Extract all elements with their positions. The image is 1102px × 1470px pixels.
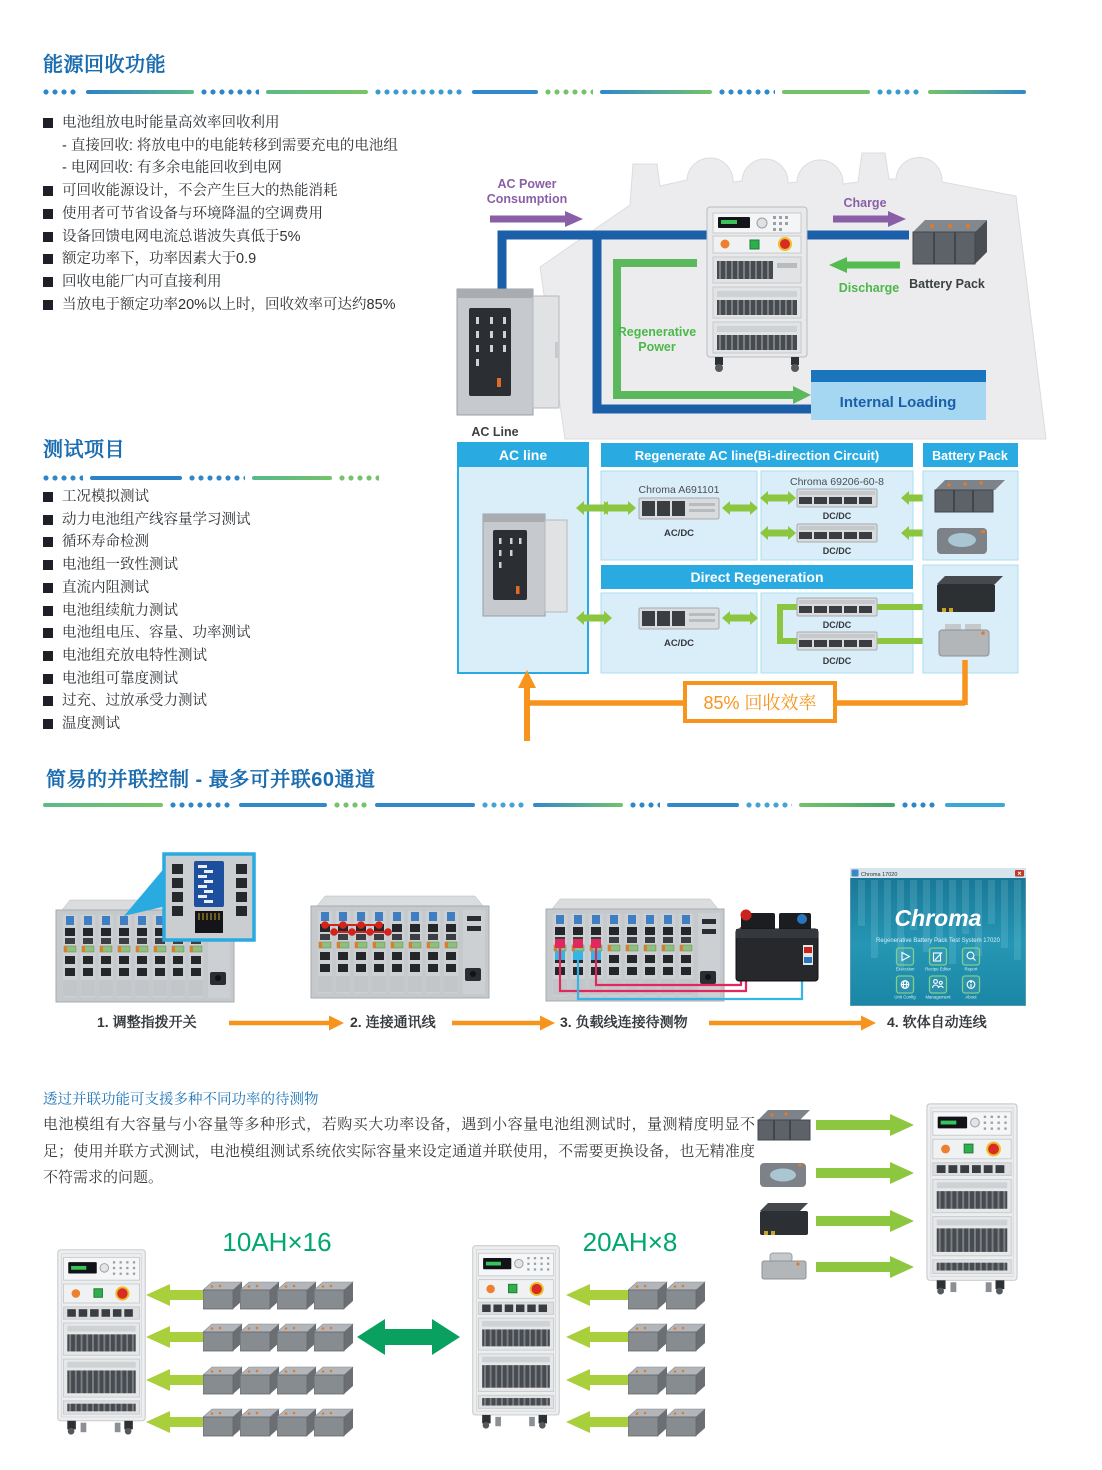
- dip-switch-callout: [164, 854, 254, 940]
- bullet-item: [43, 112, 448, 135]
- dcdc-converter-image: [797, 524, 877, 542]
- internal-loading-box: [811, 370, 986, 420]
- dcdc-converter-image: [797, 598, 877, 616]
- divider-parallel-control: [43, 802, 1065, 808]
- step-arrow: [227, 1014, 345, 1032]
- module-rows-right: [566, 1282, 705, 1436]
- dcdc-label: DC/DC: [822, 546, 852, 556]
- bullet-square-icon: [43, 515, 53, 525]
- bullet-item: [43, 554, 448, 577]
- bullet-item: [43, 600, 448, 623]
- section-title-energy-recovery: 能源回收功能: [43, 54, 166, 76]
- step-label-3: 3. 负载线连接待测物: [560, 1014, 688, 1030]
- bullet-square-icon: [43, 606, 53, 616]
- battery-pack-panel-top: [923, 443, 1018, 560]
- step-arrow: [450, 1014, 556, 1032]
- tile-label: Report: [964, 966, 978, 972]
- bullet-square-icon: [43, 232, 53, 242]
- test-system-rack: [707, 207, 807, 372]
- battery-pack-panel-bottom: [923, 565, 1018, 673]
- ac-power-consumption-label: AC Power: [497, 177, 557, 191]
- direct-regeneration-header: Direct Regeneration: [690, 569, 824, 585]
- battery-type-small-gray: [762, 1253, 806, 1279]
- parallel-support-paragraph: 电池模组有大容量与小容量等多种形式，若购买大功率设备，遇到小容量电池组测试时，量测精度明显不足；使用并联方式测试，电池模组测试系统依实际容量来设定通道并联使用，不需要更换设备，也无精准度不符需求的问题。: [43, 1116, 755, 1186]
- bullet-text: 温度测试: [62, 716, 120, 733]
- bullet-item: [43, 622, 448, 645]
- bullet-square-icon: [43, 537, 53, 547]
- battery-pack-image: [913, 220, 987, 264]
- capacity-label-left: 10AH×16: [222, 1227, 332, 1257]
- bullet-text: 电池组电压、容量、功率测试: [62, 625, 251, 642]
- parallel-support-heading: 透过并联功能可支援多种不同功率的待测物: [43, 1092, 319, 1108]
- bullet-item: [43, 486, 448, 509]
- rack-tower-image: [58, 1250, 145, 1435]
- bullet-square-icon: [43, 254, 53, 264]
- bullet-item: [43, 180, 448, 203]
- bullet-text: 电池组充放电特性测试: [62, 647, 207, 664]
- bullet-item: [43, 645, 448, 668]
- tile-label: About: [965, 994, 977, 1000]
- tile-label: Unit Config: [894, 994, 916, 1000]
- bullet-item: [43, 203, 448, 226]
- battery-pack-label: Battery Pack: [909, 277, 985, 291]
- ac-power-consumption-arrow: [490, 211, 583, 227]
- tile-label: Recipe Editor: [925, 966, 951, 972]
- step4-software-window: [850, 868, 1026, 1006]
- divider-test-items: [43, 475, 396, 481]
- bullet-square-icon: [43, 209, 53, 219]
- close-icon: [1015, 870, 1024, 877]
- bullet-square-icon: [43, 719, 53, 729]
- dcdc-label: DC/DC: [822, 511, 852, 521]
- bullet-text: 工况模拟测试: [62, 489, 149, 505]
- dcdc-converter-image: [797, 632, 877, 650]
- regenerate-header: Regenerate AC line(Bi-direction Circuit): [634, 448, 880, 463]
- bullet-sub-item: - 电网回收: 有多余电能回收到电网: [62, 160, 282, 177]
- bullet-text: 电池组一致性测试: [62, 557, 178, 574]
- software-subtitle: Regenerative Battery Pack Test System 17020: [876, 938, 1000, 944]
- dcdc-model-label: Chroma 69206-60-8: [790, 476, 884, 488]
- test-items-list: [43, 486, 448, 736]
- management-tile: [930, 976, 947, 993]
- window-title: Chroma 17020: [861, 872, 898, 878]
- step-arrow: [707, 1014, 877, 1032]
- capacity-label-right: 20AH×8: [582, 1227, 678, 1257]
- section-title-test-items: 测试项目: [43, 439, 125, 461]
- battery-module-image: [937, 528, 987, 554]
- battery-type-striped: [758, 1110, 810, 1140]
- dcdc-converter-image: [797, 489, 877, 507]
- bullet-item: [43, 713, 448, 736]
- acdc-model-label: Chroma A691101: [638, 484, 720, 496]
- step-label-1: 1. 调整指拨开关: [97, 1014, 197, 1030]
- acdc-label: AC/DC: [663, 528, 695, 539]
- app-icon: [852, 870, 859, 877]
- bullet-square-icon: [43, 277, 53, 287]
- acdc-converter-image: [639, 498, 719, 519]
- direct-regeneration-group: [576, 565, 965, 673]
- step-label-2: 2. 连接通讯线: [350, 1014, 436, 1030]
- bullet-sub-item: - 直接回收: 将放电中的电能转移到需要充电的电池组: [62, 137, 398, 154]
- charge-label: Charge: [843, 196, 887, 210]
- ac-power-consumption-label: Consumption: [486, 192, 568, 206]
- divider-energy-recovery: [43, 89, 1063, 95]
- bullet-item: [43, 248, 448, 271]
- ac-line-label: AC Line: [471, 425, 519, 439]
- energy-recovery-bullet-list: [43, 112, 448, 316]
- bullet-square-icon: [43, 651, 53, 661]
- bullet-square-icon: [43, 583, 53, 593]
- discharge-label: Discharge: [838, 281, 900, 295]
- bullet-text: 动力电池组产线容量学习测试: [62, 511, 251, 528]
- bullet-square-icon: [43, 696, 53, 706]
- ac-line-panel-header: AC line: [498, 447, 548, 463]
- execution-tile: [897, 948, 914, 965]
- bullet-item: [43, 531, 448, 554]
- bullet-text: 回收电能厂内可直接利用: [62, 273, 222, 290]
- bullet-item: [43, 690, 448, 713]
- bullet-item: [43, 577, 448, 600]
- capacity-parallel-diagram: [40, 1215, 720, 1445]
- battery-under-test-image: [736, 910, 818, 982]
- tile-label: Management: [925, 994, 951, 1000]
- rack-tower-image: [927, 1104, 1017, 1295]
- report-tile: [963, 948, 980, 965]
- bullet-square-icon: [43, 118, 53, 128]
- rack-tower-image: [473, 1246, 559, 1429]
- green-right-arrows: [816, 1114, 914, 1278]
- internal-loading-label: Internal Loading: [839, 394, 957, 411]
- negative-terminal: [797, 914, 807, 924]
- bullet-square-icon: [43, 492, 53, 502]
- bullet-text: 使用者可节省设备与环境降温的空调费用: [62, 205, 323, 222]
- bullet-square-icon: [43, 560, 53, 570]
- bullet-item: [43, 271, 448, 294]
- bullet-square-icon: [43, 674, 53, 684]
- bullet-text: 当放电于额定功率20%以上时，回收效率可达约85%: [62, 296, 396, 313]
- dcdc-label: DC/DC: [822, 656, 852, 666]
- bullet-text: 电池组放电时能量高效率回收利用: [62, 115, 280, 131]
- dcdc-label: DC/DC: [822, 620, 852, 630]
- bullet-text: 电池组可靠度测试: [62, 670, 178, 687]
- battery-module-image: [937, 576, 1003, 612]
- ac-line-cabinet: [457, 289, 559, 415]
- regenerative-power-label: Power: [638, 340, 676, 354]
- battery-pack-panel-header: Battery Pack: [932, 449, 1008, 463]
- ac-line-panel: [458, 443, 588, 673]
- module-rows-left: [146, 1282, 353, 1436]
- bullet-square-icon: [43, 186, 53, 196]
- bullet-text: 电池组续航力测试: [62, 602, 178, 619]
- battery-types-diagram: [748, 1095, 1048, 1300]
- bullet-text: 设备回馈电网电流总谐波失真低于5%: [62, 228, 301, 245]
- regenerate-ac-line-group: [576, 443, 937, 560]
- step3-load-wires-image: [540, 845, 832, 1020]
- bullet-text: 直流内阻测试: [62, 579, 149, 596]
- efficiency-label: 85% 回收效率: [703, 693, 817, 713]
- step1-dip-switch-image: [48, 848, 260, 1010]
- regenerative-power-label: Regenerative: [617, 325, 697, 339]
- step2-communication-image: [303, 852, 503, 1008]
- bullet-square-icon: [43, 628, 53, 638]
- bullet-item: [43, 668, 448, 691]
- section-title-parallel-control: 简易的并联控制 - 最多可并联60通道: [46, 769, 376, 791]
- energy-recovery-diagram: [445, 112, 1090, 452]
- tile-label: Execution: [895, 966, 915, 972]
- bullet-item: [43, 294, 448, 317]
- bullet-text: 循环寿命检测: [62, 534, 149, 551]
- acdc-converter-image: [639, 608, 719, 629]
- bullet-square-icon: [43, 300, 53, 310]
- bullet-text: 可回收能源设计，不会产生巨大的热能消耗: [62, 183, 338, 200]
- positive-terminal: [741, 910, 752, 921]
- double-arrow: [357, 1319, 460, 1355]
- bullet-text: 过充、过放承受力测试: [62, 693, 207, 710]
- bullet-text: 额定功率下，功率因素大于0.9: [62, 251, 257, 268]
- acdc-label: AC/DC: [663, 638, 695, 649]
- bullet-item: [43, 509, 448, 532]
- battery-type-oval: [760, 1163, 806, 1187]
- chroma-logo: Chroma: [894, 905, 982, 931]
- battery-type-black: [760, 1203, 808, 1235]
- bullet-item: [43, 226, 448, 249]
- test-items-diagram: [453, 436, 1093, 751]
- step-label-4: 4. 软体自动连线: [887, 1014, 987, 1030]
